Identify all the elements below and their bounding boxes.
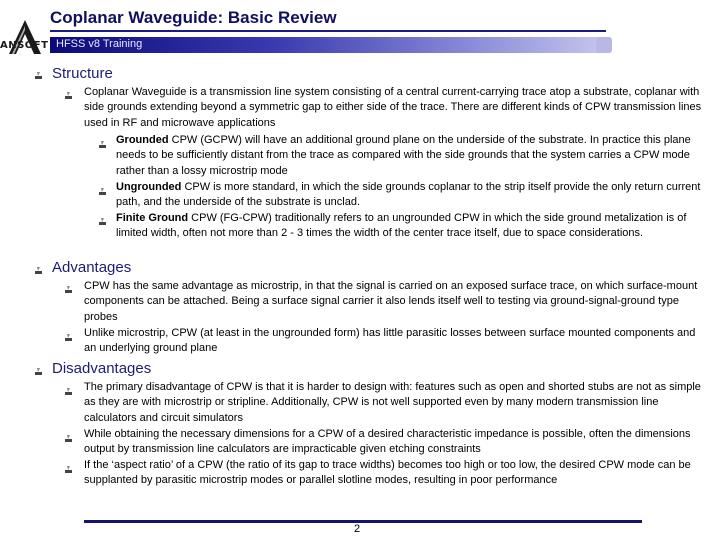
list-item: While obtaining the necessary dimensions for a CPW of a desired characteristic impedance is possible, often the dimensions output by transmission line calculators are impracticable given etching constraints [84, 428, 691, 456]
list-item [116, 211, 706, 242]
sub-item-text: CPW is more standard, in which the side grounds coplanar to the strip itself provide the only return current path, and the underside of the substrate is unclad. [116, 181, 701, 209]
arrow-bullet-icon [98, 217, 107, 227]
list-item: If the ‘aspect ratio’ of a CPW (the ratio of its gap to trace widths) becomes too high or too low, the desired CPW mode can be supplanted by parasitic microstrip modes or parallel slotline modes, resulting in poor performance [84, 459, 691, 487]
footer-divider [84, 520, 642, 523]
banner-label: HFSS v8 Training [56, 38, 143, 50]
arrow-bullet-icon [98, 140, 107, 150]
section-heading-advantages: Advantages [52, 259, 132, 276]
title-divider [50, 30, 606, 32]
sub-item-text: CPW (FG-CPW) traditionally refers to an ungrounded CPW in which the side ground metalization is of limited width, often not more than 2 - 3 times the width of the center trace itself, due to space considerations. [116, 212, 687, 240]
arrow-bullet-icon [64, 333, 73, 343]
term-ungrounded: Ungrounded [116, 181, 182, 193]
list-item [116, 180, 706, 211]
arrow-bullet-icon [64, 465, 73, 475]
arrow-bullet-icon [64, 434, 73, 444]
arrow-bullet-icon [98, 187, 107, 197]
arrow-bullet-icon [34, 266, 43, 276]
arrow-bullet-icon [64, 91, 73, 101]
section-heading-disadvantages: Disadvantages [52, 360, 152, 377]
arrow-bullet-icon [34, 367, 43, 377]
ansoft-logo-icon [4, 18, 46, 58]
list-item: CPW has the same advantage as microstrip, in that the signal is carried on an exposed surface trace, on which surface-mount components can be attached. Being a surface signal carrier it also lends itself well to testing via ground-signal-ground type probes [84, 280, 698, 323]
arrow-bullet-icon [34, 71, 43, 81]
page-title: Coplanar Waveguide: Basic Review [50, 8, 337, 27]
list-item: Unlike microstrip, CPW (at least in the ungrounded form) has little parasitic losses between surface mounted components and an underlying ground plane [84, 327, 696, 355]
section-heading-structure: Structure [52, 65, 113, 82]
list-item [116, 133, 706, 179]
term-grounded: Grounded [116, 134, 169, 146]
list-item: Coplanar Waveguide is a transmission line system consisting of a central current-carrying trace atop a substrate, coplanar with side grounds extending beyond a symmetric gap to either side of the trace. There are different kinds of CPW transmission lines used in RF and microwave applications [84, 86, 702, 129]
list-item: The primary disadvantage of CPW is that it is harder to design with: features such as open and shorted stubs are not as simple as they are with microstrip or stripline. Additionally, CPW is not well supported even by many modern transmission line calculators and circuit simulators [84, 381, 701, 424]
arrow-bullet-icon [64, 387, 73, 397]
arrow-bullet-icon [64, 285, 73, 295]
page-number: 2 [354, 523, 361, 535]
sub-item-text: CPW (GCPW) will have an additional ground plane on the underside of the substrate. In practice this plane needs to be sufficiently distant from the trace as compared with the side grounds that the system carries a CPW mode rather than a lossy microstrip mode [116, 134, 691, 177]
banner-end-cap [596, 37, 612, 53]
term-finite-ground: Finite Ground [116, 212, 189, 224]
logo-text: ANSOFT [0, 40, 49, 51]
training-banner [50, 37, 610, 53]
